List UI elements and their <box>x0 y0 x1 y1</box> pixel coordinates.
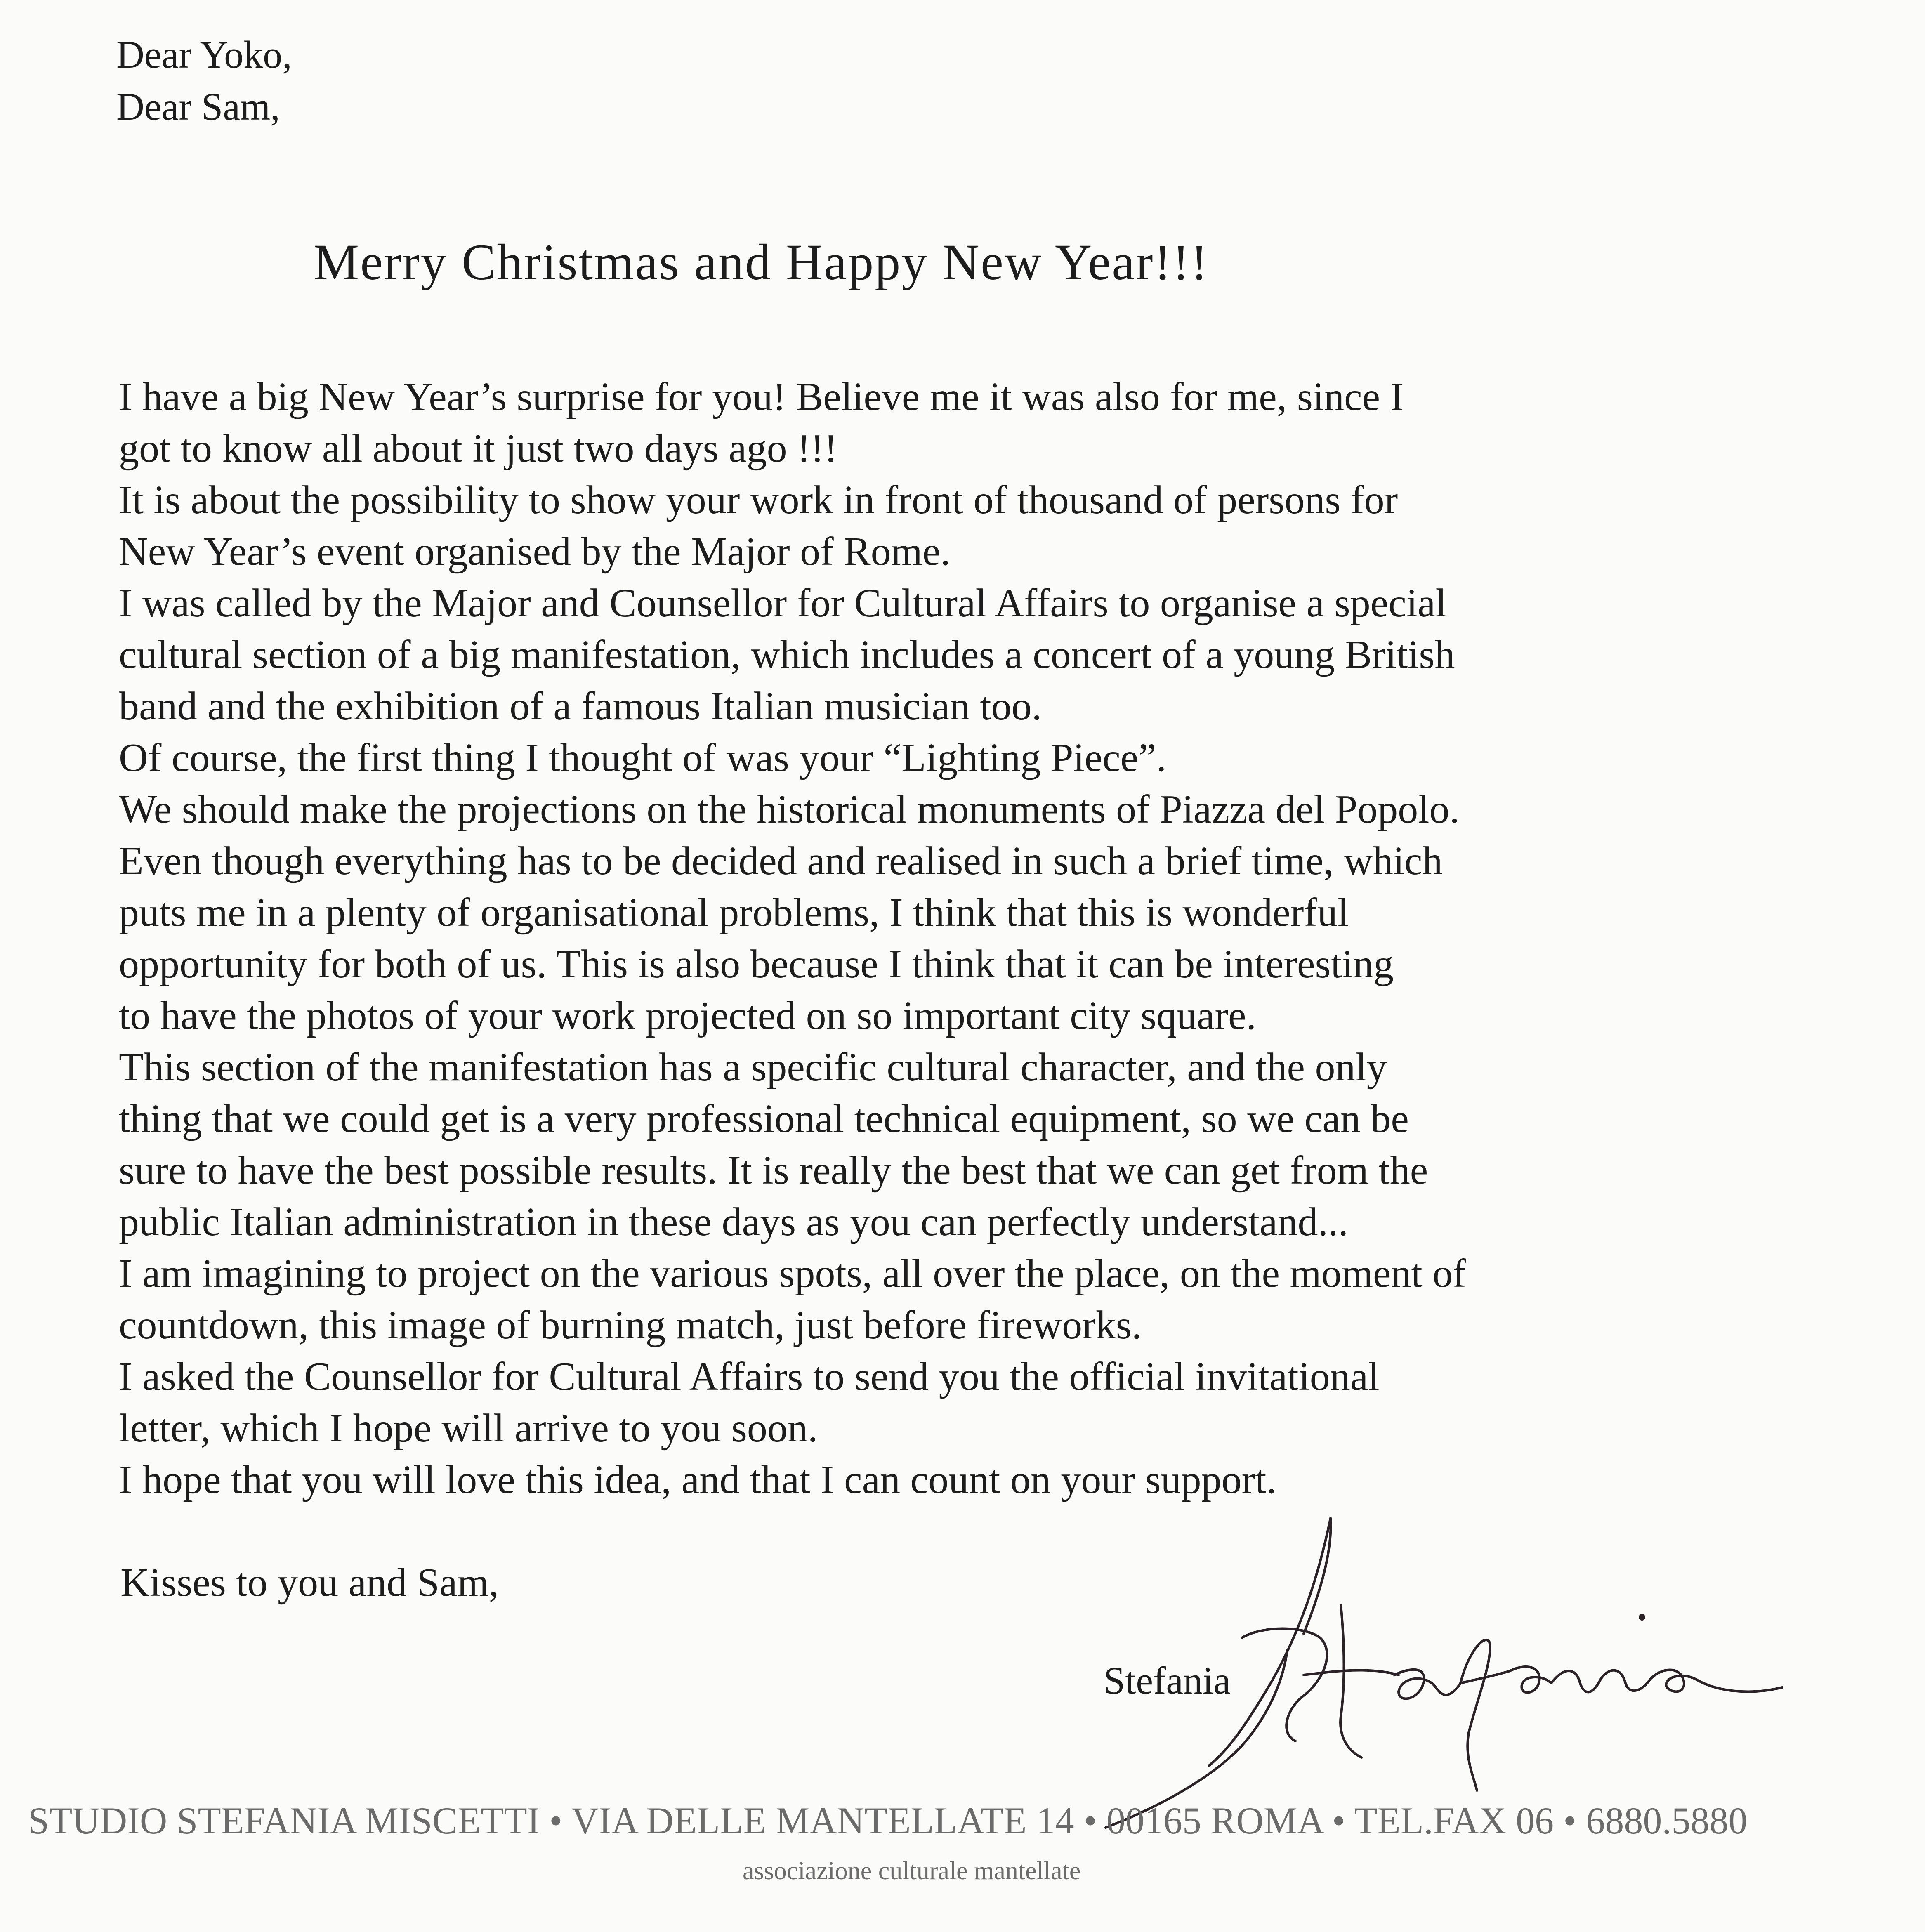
body-line: to have the photos of your work projected on so important city square. <box>119 993 1256 1038</box>
closing-line: Kisses to you and Sam, <box>120 1560 499 1605</box>
salutation <box>116 29 292 133</box>
body-line: It is about the possibility to show your work in front of thousand of persons for <box>119 478 1398 522</box>
body-line: band and the exhibition of a famous Italian musician too. <box>119 684 1042 729</box>
signer-name: Stefania <box>1104 1659 1231 1702</box>
body-line: puts me in a plenty of organisational problems, I think that this is wonderful <box>119 890 1349 935</box>
body-line: public Italian administration in these days as you can perfectly understand... <box>119 1200 1348 1244</box>
letter-body <box>119 371 1810 1506</box>
body-line: I hope that you will love this idea, and that I can count on your support. <box>119 1458 1277 1502</box>
body-line: This section of the manifestation has a specific cultural character, and the only <box>119 1045 1387 1090</box>
body-line: countdown, this image of burning match, just before fireworks. <box>119 1303 1142 1347</box>
salutation-line: Dear Yoko, <box>116 33 292 76</box>
body-line: sure to have the best possible results. It is really the best that we can get from the <box>119 1148 1428 1193</box>
letterhead-association: associazione culturale mantellate <box>743 1857 1081 1885</box>
body-line: opportunity for both of us. This is also because I think that it can be interesting <box>119 942 1394 986</box>
body-line: letter, which I hope will arrive to you soon. <box>119 1406 818 1451</box>
body-line: Of course, the first thing I thought of was your “Lighting Piece”. <box>119 736 1167 780</box>
letterhead-address: STUDIO STEFANIA MISCETTI • VIA DELLE MANTELLATE 14 • 00165 ROMA • TEL.FAX 06 • 6880.5880 <box>28 1800 1748 1842</box>
body-line: New Year’s event organised by the Major of Rome. <box>119 529 951 574</box>
body-line: I have a big New Year’s surprise for you! Believe me it was also for me, since I <box>119 375 1404 419</box>
body-line: I am imagining to project on the various spots, all over the place, on the moment of <box>119 1251 1466 1296</box>
body-line: We should make the projections on the historical monuments of Piazza del Popolo. <box>119 787 1460 832</box>
body-line: thing that we could get is a very professional technical equipment, so we can be <box>119 1097 1409 1141</box>
body-line: cultural section of a big manifestation, which includes a concert of a young British <box>119 632 1455 677</box>
body-line: Even though everything has to be decided and realised in such a brief time, which <box>119 839 1443 883</box>
body-line: got to know all about it just two days ago !!! <box>119 426 837 471</box>
holiday-greeting: Merry Christmas and Happy New Year!!! <box>314 234 1209 290</box>
body-line: I was called by the Major and Counsellor for Cultural Affairs to organise a special <box>119 581 1447 625</box>
salutation-line: Dear Sam, <box>116 85 280 128</box>
body-line: I asked the Counsellor for Cultural Affairs to send you the official invitational <box>119 1354 1380 1399</box>
